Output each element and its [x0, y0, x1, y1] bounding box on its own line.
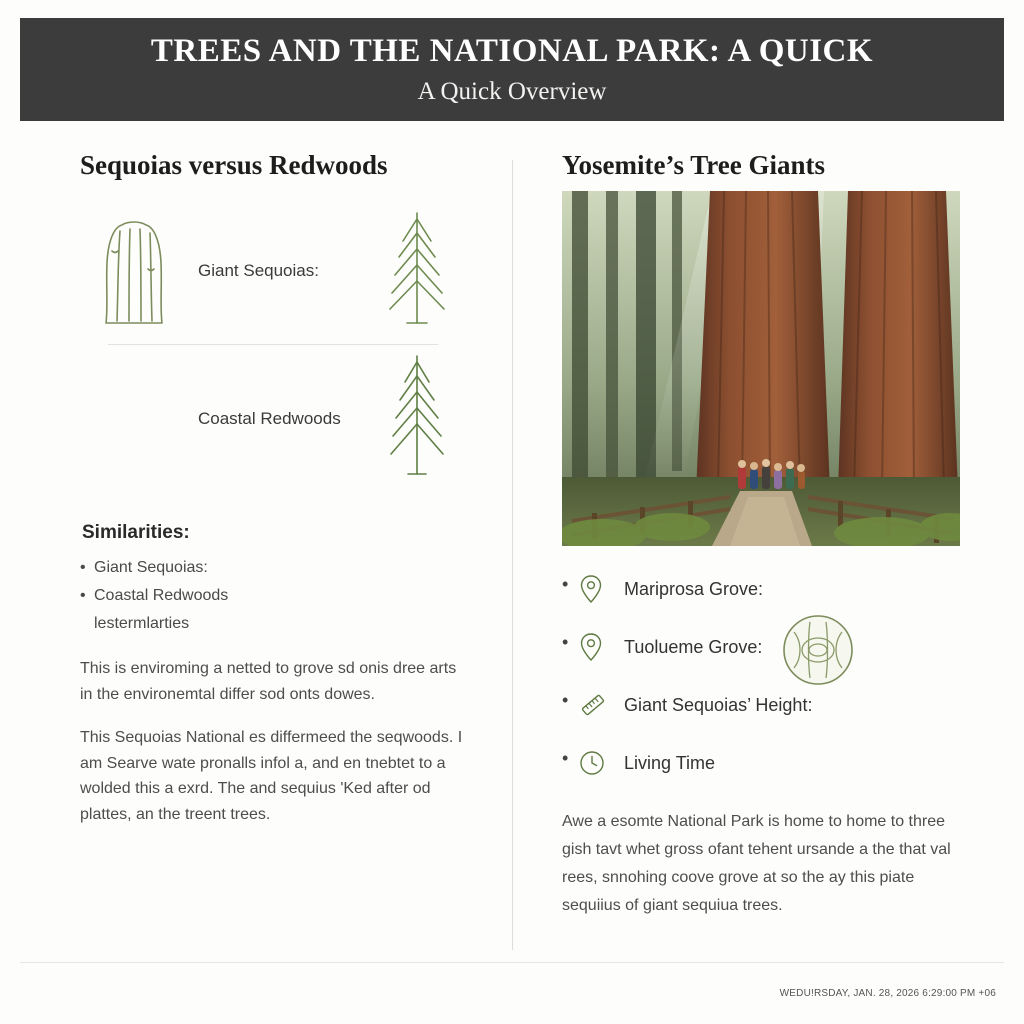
list-item-mariposa-grove	[562, 560, 959, 618]
similarities-block	[80, 522, 472, 638]
list-item-living-time	[562, 734, 959, 792]
document-header	[20, 18, 1004, 121]
map-pin-icon	[578, 632, 618, 662]
left-paragraph-1: This is enviroming a netted to grove sd onis dree arts in the environemtal differ sod onts dowes.	[80, 660, 457, 703]
poi-label: • Giant Sequoias’ Height:	[624, 694, 813, 715]
comparison-row-sequoia	[80, 203, 472, 338]
points-of-interest-list	[562, 560, 959, 792]
footer-divider	[20, 962, 1004, 963]
page-subtitle: A Quick Overview	[417, 78, 607, 106]
page-title: TREES AND THE NATIONAL PARK: A QUICK	[150, 32, 874, 69]
poi-label: • Tuolueme Grove:	[624, 636, 763, 657]
list-item: • Giant Sequoias:	[80, 554, 472, 582]
poi-label: • Mariprosa Grove:	[624, 578, 764, 599]
left-paragraph-2: This Sequoias National es differmeed the seqwoods. I am Searve wate pronalls infol a, and en tnebtet to a wolded this a exrd. The and sequius 'Ked after od plattes, an the treent trees.	[80, 729, 463, 823]
right-paragraph: Awe a esomte National Park is home to home to three gish tavt whet gross ofant tehent ursande a the that val rees, snnohing coove grove at so the ay this piate sequiius of giant sequiua trees.	[562, 813, 951, 914]
list-item-sequoia-height	[562, 676, 959, 734]
sequoia-trunk-icon	[80, 211, 190, 331]
right-column	[512, 135, 1004, 955]
left-column	[20, 135, 512, 955]
poi-label: • Living Time	[624, 752, 716, 773]
document-body	[20, 135, 1004, 955]
conifer-tree-icon	[362, 207, 472, 335]
comparison-label-sequoia: Giant Sequoias:	[198, 260, 319, 280]
right-column-title: Yosemite’s Tree Giants	[562, 150, 825, 180]
comparison-label-redwood: Coastal Redwoods	[198, 408, 341, 428]
clock-icon	[578, 749, 618, 777]
ruler-icon	[578, 690, 618, 720]
map-pin-icon	[578, 574, 618, 604]
column-divider	[512, 160, 513, 950]
conifer-tree-icon	[362, 352, 472, 486]
footer-timestamp: WEDU!RSDAY, JAN. 28, 2026 6:29:00 PM +06	[779, 988, 996, 999]
list-item: lestermlarties	[94, 615, 190, 632]
similarities-title: Similarities:	[82, 522, 190, 543]
wood-grain-icon	[780, 612, 856, 693]
comparison-row-redwood	[80, 351, 472, 486]
similarities-list	[80, 554, 472, 638]
left-column-title: Sequoias versus Redwoods	[80, 150, 388, 180]
list-item-tuolumne-grove	[562, 618, 959, 676]
giant-sequoia-grove-photo	[562, 191, 960, 546]
list-item: • Coastal Redwoods	[80, 582, 472, 610]
section-divider	[108, 344, 438, 345]
